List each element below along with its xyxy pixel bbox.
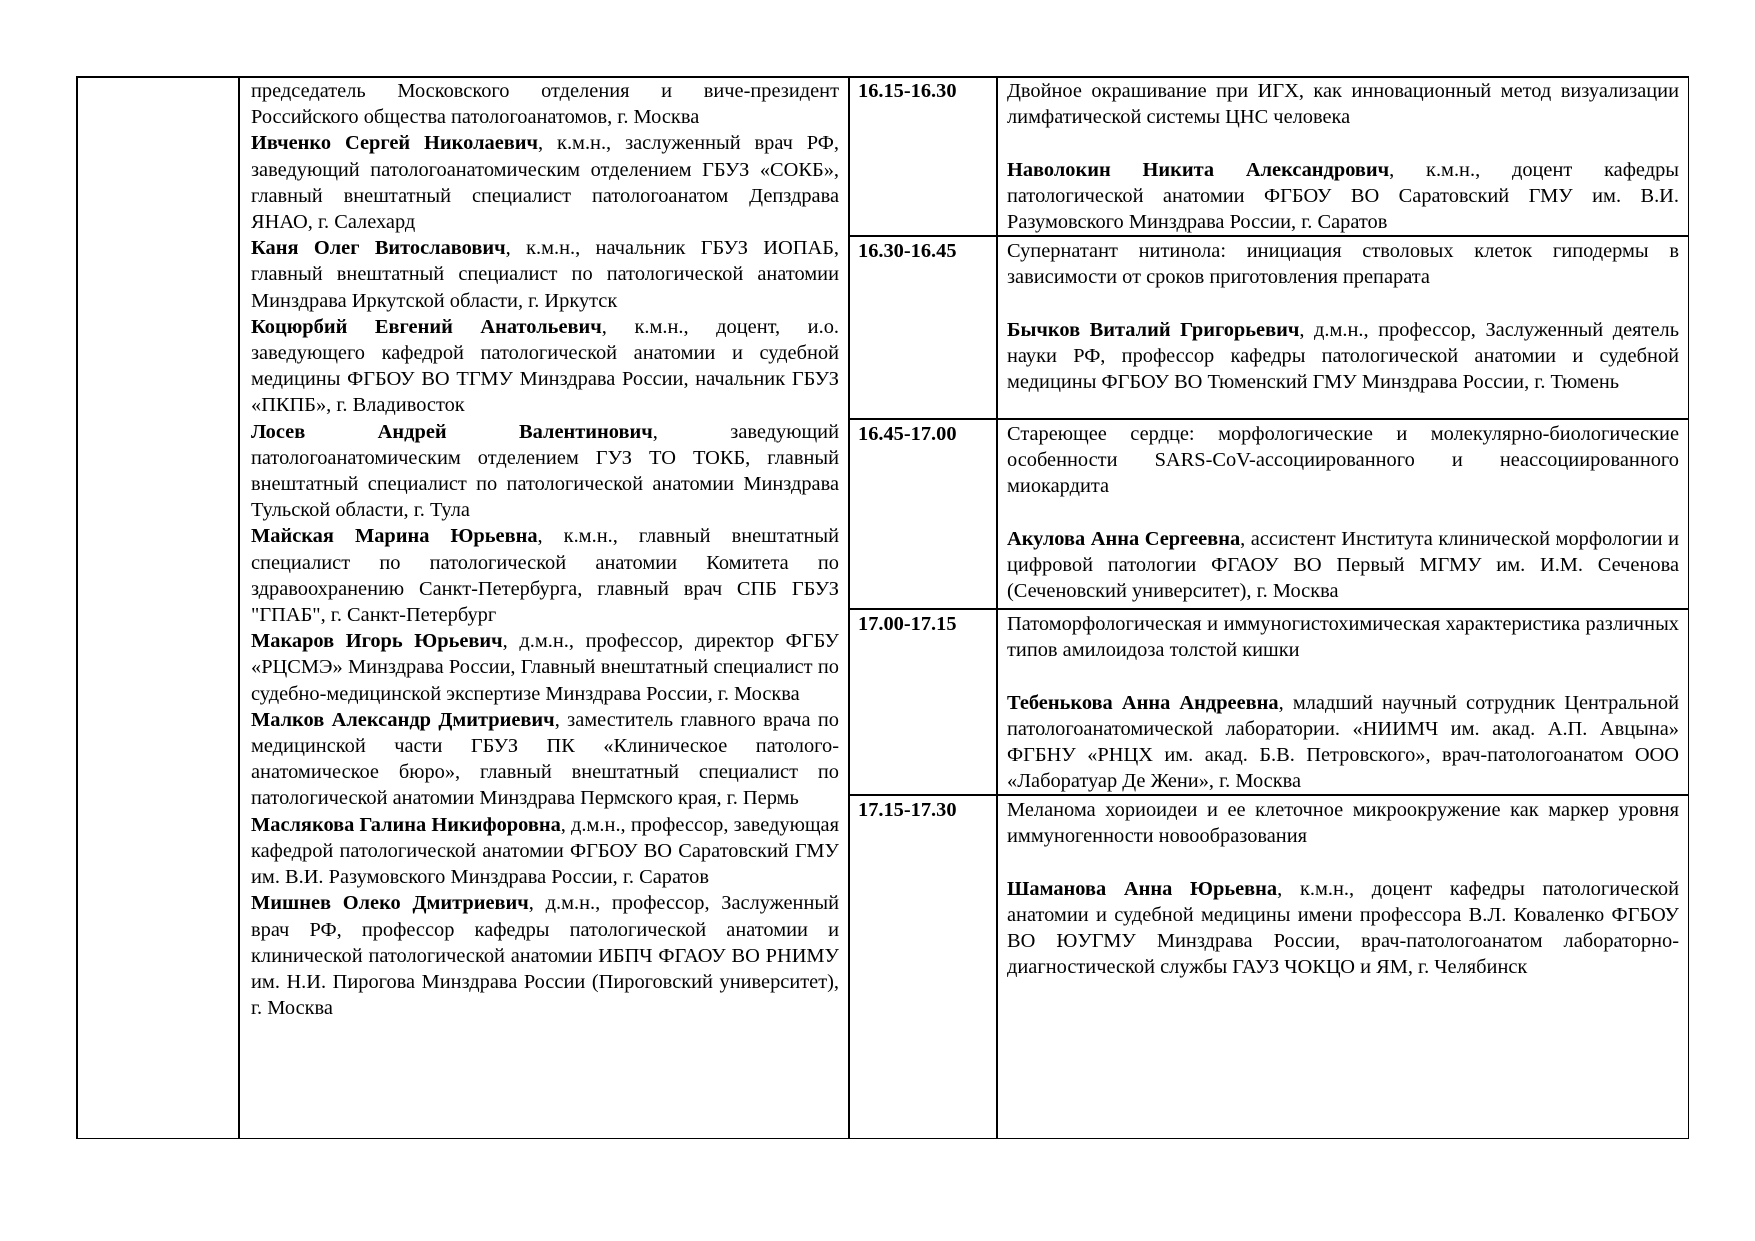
talk-entry bbox=[1007, 611, 1679, 794]
member-details: , к.м.н., начальник ГБУЗ ИОПАБ, главный внештатный специалист по патологической анатомии Минздрава Иркутской области, г. Иркутск bbox=[251, 237, 839, 312]
speaker-name: Шаманова Анна Юрьевна bbox=[1007, 877, 1278, 900]
talk-time: 16.45-17.00 bbox=[858, 423, 957, 445]
table-border-left bbox=[76, 76, 78, 1139]
speaker-name: Наволокин Никита Александрович bbox=[1007, 158, 1390, 181]
member-name: Коцюрбий Евгений Анатольевич bbox=[251, 315, 602, 338]
members-list bbox=[251, 78, 839, 1021]
list-item bbox=[251, 235, 839, 314]
member-name: Мишнев Олеко Дмитриевич bbox=[251, 892, 529, 915]
member-name: Лосев Андрей Валентинович bbox=[251, 420, 653, 443]
talk-title: Стареющее сердце: морфологические и молекулярно-биологические особенности SARS-CoV-ассоциированного и неассоциированного миокардита bbox=[1007, 423, 1679, 498]
list-item bbox=[251, 523, 839, 628]
list-item bbox=[251, 812, 839, 891]
talk-entry bbox=[1007, 238, 1679, 395]
member-name: Майская Марина Юрьевна bbox=[251, 525, 538, 548]
member-name: Маслякова Галина Никифоровна bbox=[251, 813, 561, 836]
row-divider bbox=[848, 608, 1689, 610]
member-details: , д.м.н., профессор, директор ФГБУ «РЦСМЭ» Минздрава России, Главный внештатный специалист по судебно-медицинской экспертизе Минздрава России, г. Москва bbox=[251, 630, 839, 705]
table-border-bottom bbox=[76, 1138, 1689, 1140]
talk-time: 16.30-16.45 bbox=[858, 240, 957, 262]
speaker-details: , младший научный сотрудник Центральной патологоанатомической лаборатории. «НИИМЧ им. акад. А.П. Авцына» ФГБНУ «РНЦХ им. акад. Б.В. Петровского», врач-патологоанатом ООО «Лаборатуар Де Жени», г. Москва bbox=[1007, 691, 1680, 793]
member-details: , к.м.н., главный внештатный специалист по патологической анатомии Комитета по здравоохранению Санкт-Петербурга, главный врач СПБ ГБУЗ "ГПАБ", г. Санкт-Петербург bbox=[251, 525, 839, 627]
speaker-details: , к.м.н., доцент кафедры патологической анатомии ФГБОУ ВО Саратовский ГМУ им. В.И. Разумовского Минздрава России, г. Саратов bbox=[1007, 158, 1679, 233]
speaker-name: Бычков Виталий Григорьевич bbox=[1007, 318, 1300, 341]
talk-title: Супернатант нитинола: инициация стволовых клеток гиподермы в зависимости от сроков приготовления препарата bbox=[1007, 240, 1679, 289]
talk-speaker bbox=[1007, 526, 1679, 605]
talk-title: Меланома хориоидеи и ее клеточное микроокружение как маркер уровня иммуногенности новообразования bbox=[1007, 799, 1679, 848]
member-details: , к.м.н., заслуженный врач РФ, заведующий патологоанатомическим отделением ГБУЗ «СОКБ», главный внештатный специалист патологоанатом Депздрава ЯНАО, г. Салехард bbox=[251, 132, 839, 234]
talk-speaker bbox=[1007, 317, 1679, 396]
talk-speaker bbox=[1007, 690, 1679, 795]
talk-entry bbox=[1007, 797, 1679, 980]
talk-speaker bbox=[1007, 157, 1679, 236]
column-divider-1 bbox=[238, 76, 240, 1139]
member-name: Ивченко Сергей Николаевич bbox=[251, 132, 539, 155]
speaker-name: Акулова Анна Сергеевна bbox=[1007, 527, 1241, 550]
list-item bbox=[251, 707, 839, 812]
member-details: , д.м.н., профессор, заведующая кафедрой патологической анатомии ФГБОУ ВО Саратовский ГМУ им. В.И. Разумовского Минздрава России, г. Саратов bbox=[251, 813, 839, 889]
list-item bbox=[251, 419, 839, 524]
talk-time: 16.15-16.30 bbox=[858, 80, 957, 102]
speaker-name: Тебенькова Анна Андреевна bbox=[1007, 691, 1279, 714]
member-name: Макаров Игорь Юрьевич bbox=[251, 630, 503, 653]
talk-time: 17.00-17.15 bbox=[858, 613, 957, 635]
program-table bbox=[76, 76, 1689, 1139]
speaker-details: , ассистент Института клинической морфологии и цифровой патологии ФГАОУ ВО Первый МГМУ им. И.М. Сеченова (Сеченовский университет), г. Москва bbox=[1007, 527, 1680, 603]
member-details: , д.м.н., профессор, Заслуженный врач РФ, профессор кафедры патологической анатомии и клинической патологической анатомии ИБПЧ ФГАОУ ВО РНИМУ им. Н.И. Пирогова Минздрава России (Пироговский университет), г. Москва bbox=[251, 892, 839, 1020]
talk-title: Патоморфологическая и иммуногистохимическая характеристика различных типов амилоидоза толстой кишки bbox=[1007, 613, 1679, 662]
row-divider bbox=[848, 235, 1689, 237]
talk-speaker bbox=[1007, 876, 1679, 981]
member-name: Малков Александр Дмитриевич bbox=[251, 708, 555, 731]
member-name: Каня Олег Витославович bbox=[251, 237, 506, 260]
list-item bbox=[251, 130, 839, 235]
talk-title: Двойное окрашивание при ИГХ, как инновационный метод визуализации лимфатической системы ЦНС человека bbox=[1007, 80, 1679, 129]
row-divider bbox=[848, 418, 1689, 420]
talk-time: 17.15-17.30 bbox=[858, 799, 957, 821]
member-details: , заведующий патологоанатомическим отделением ГУЗ ТО ТОКБ, главный внештатный специалист по патологической анатомии Минздрава Тульской области, г. Тула bbox=[251, 420, 839, 522]
member-details: , заместитель главного врача по медицинской части ГБУЗ ПК «Клиническое патолого-анатомическое бюро», главный внештатный специалист по патологической анатомии Минздрава Пермского края, г. Пермь bbox=[251, 708, 839, 810]
member-details: , к.м.н., доцент, и.о. заведующего кафедрой патологической анатомии и судебной медицины ФГБОУ ВО ТГМУ Минздрава России, начальник ГБУЗ «ПКПБ», г. Владивосток bbox=[251, 315, 839, 417]
list-item: председатель Московского отделения и виче-президент Российского общества патологоанатомов, г. Москва bbox=[251, 80, 839, 129]
speaker-details: , д.м.н., профессор, Заслуженный деятель науки РФ, профессор кафедры патологической анатомии и судебной медицины ФГБОУ ВО Тюменский ГМУ Минздрава России, г. Тюмень bbox=[1007, 318, 1679, 393]
list-item bbox=[251, 628, 839, 707]
list-item bbox=[251, 890, 839, 1021]
talk-entry bbox=[1007, 78, 1679, 235]
list-item bbox=[251, 314, 839, 419]
talk-entry bbox=[1007, 421, 1679, 604]
speaker-details: , к.м.н., доцент кафедры патологической анатомии и судебной медицины имени профессора В.Л. Коваленко ФГБОУ ВО ЮУГМУ Минздрава России, врач-патологоанатом лабораторно-диагностической службы ГАУЗ ЧОКЦО и ЯМ, г. Челябинск bbox=[1007, 877, 1679, 979]
